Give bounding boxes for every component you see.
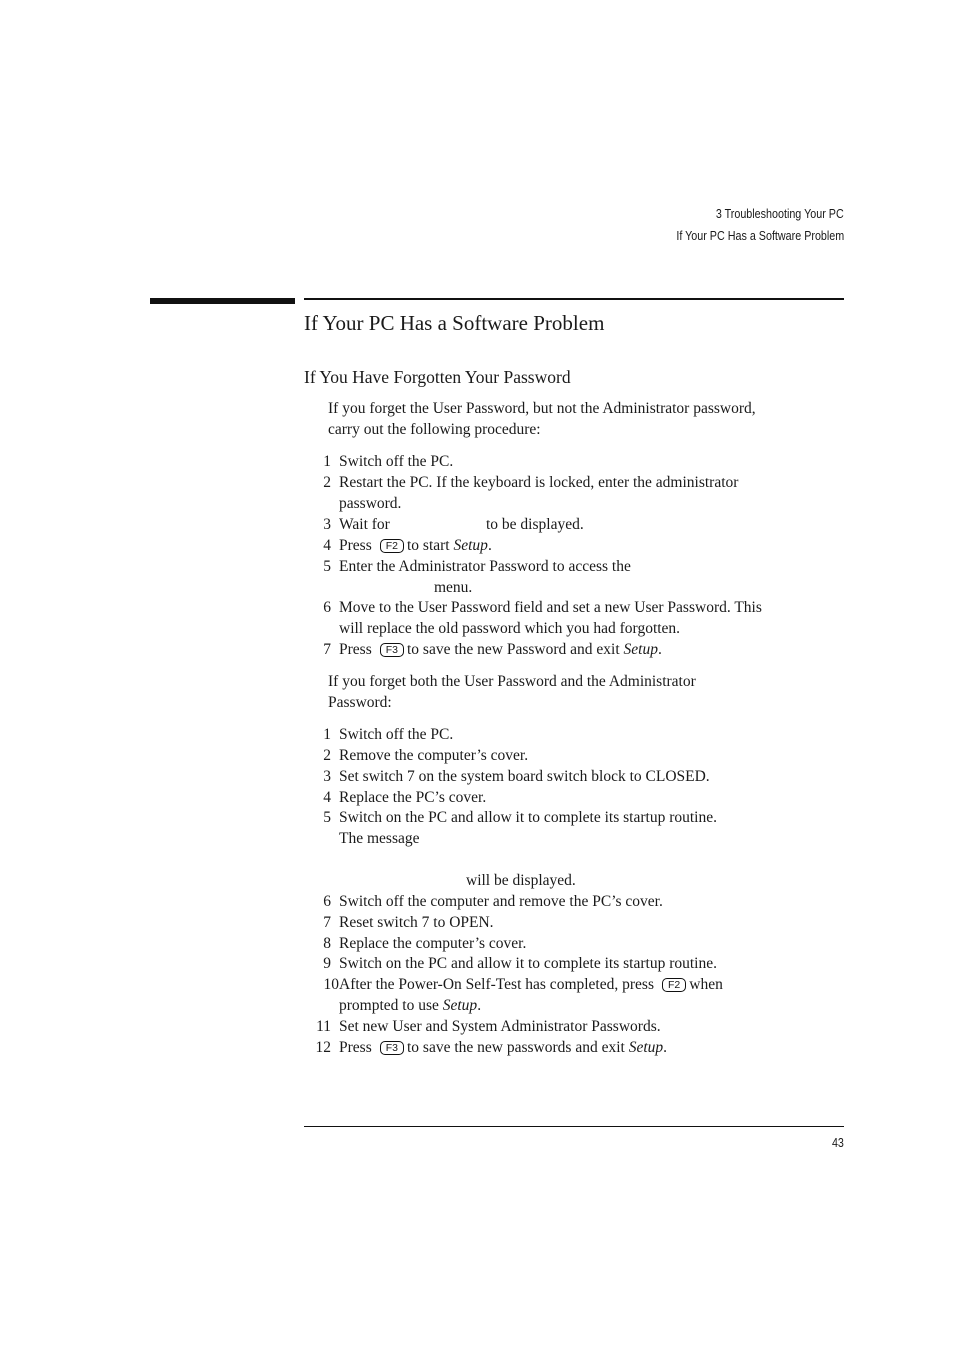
intro-1-line-2: carry out the following procedure:	[328, 421, 541, 438]
f3-key-icon: F3	[380, 1041, 404, 1055]
step-text: Switch on the PC and allow it to complete its startup routine.	[339, 955, 717, 972]
footer-rule	[304, 1126, 844, 1127]
step-number: 2	[323, 747, 331, 764]
step-text-after: to save the new passwords and exit	[407, 1039, 625, 1056]
step-text: Switch off the PC.	[339, 453, 454, 470]
f2-key-icon: F2	[380, 539, 404, 553]
step-text: Switch off the PC.	[339, 726, 454, 743]
page-title: If Your PC Has a Software Problem	[304, 311, 605, 335]
step-text: Enter the Administrator Password to access the	[339, 558, 631, 575]
section-rule-thick	[150, 298, 295, 304]
step-text: Replace the PC’s cover.	[339, 789, 487, 806]
step-text	[339, 1037, 667, 1058]
step-text: Remove the computer’s cover.	[339, 747, 529, 764]
f2-key-icon: F2	[662, 978, 686, 992]
step-text: Wait for	[339, 516, 390, 533]
page-number: 43	[832, 1136, 844, 1150]
step-number: 4	[323, 789, 331, 806]
step-number: 6	[323, 893, 331, 910]
step-text: Restart the PC. If the keyboard is locked, enter the administrator	[339, 474, 739, 491]
step-number: 7	[323, 641, 331, 658]
step-number: 9	[323, 955, 331, 972]
period: .	[657, 641, 662, 658]
step-continuation	[339, 995, 481, 1016]
intro-paragraph-2	[328, 671, 848, 713]
step-text: Move to the User Password field and set a new User Password. This	[339, 599, 762, 616]
step-number: 10	[323, 976, 339, 993]
step-continuation: The message	[339, 830, 420, 847]
step-text: Set new User and System Administrator Passwords.	[339, 1018, 661, 1035]
setup-term: Setup	[628, 1039, 664, 1056]
setup-term: Setup	[442, 997, 478, 1014]
step-text-after: to save the new Password and exit	[407, 641, 620, 658]
running-header-section: If Your PC Has a Software Problem	[676, 229, 844, 243]
step-text	[339, 639, 662, 660]
step-number: 3	[323, 516, 331, 533]
step-number: 11	[316, 1018, 331, 1035]
step-continuation: will replace the old password which you had forgotten.	[339, 620, 681, 637]
step-text: Switch on the PC and allow it to complete its startup routine.	[339, 809, 717, 826]
intro-2-line-2: Password:	[328, 694, 392, 711]
step-text: Switch off the computer and remove the PC’s cover.	[339, 893, 663, 910]
period: .	[663, 1039, 667, 1056]
f3-key-icon: F3	[380, 643, 404, 657]
step-text-after: when	[689, 976, 723, 993]
step-text-after: to start	[407, 537, 450, 554]
step-continuation: password.	[339, 495, 402, 512]
step-number: 5	[323, 809, 331, 826]
step-number: 4	[323, 537, 331, 554]
section-rule-thin	[304, 298, 844, 300]
press-label: Press	[339, 1039, 372, 1056]
step-number: 2	[323, 474, 331, 491]
step-continuation: menu.	[434, 579, 473, 596]
step-number: 5	[323, 558, 331, 575]
period: .	[487, 537, 492, 554]
step-text-end: to be displayed.	[486, 516, 584, 533]
step-number: 7	[323, 914, 331, 931]
setup-term: Setup	[453, 537, 488, 554]
step-number: 12	[315, 1039, 331, 1056]
step-number: 1	[323, 726, 331, 743]
step-number: 1	[323, 453, 331, 470]
step-number: 6	[323, 599, 331, 616]
step-text: Replace the computer’s cover.	[339, 935, 527, 952]
step-continuation: will be displayed.	[466, 872, 576, 889]
setup-term: Setup	[623, 641, 658, 658]
continuation-text: prompted to use	[339, 997, 439, 1014]
step-text	[339, 974, 723, 995]
subsection-title: If You Have Forgotten Your Password	[304, 367, 571, 387]
intro-1-line-1: If you forget the User Password, but not the Administrator password,	[328, 400, 756, 417]
step-text: Set switch 7 on the system board switch block to CLOSED.	[339, 768, 710, 785]
running-header-chapter: 3 Troubleshooting Your PC	[716, 207, 844, 221]
step-number: 8	[323, 935, 331, 952]
press-label: Press	[339, 641, 372, 658]
intro-2-line-1: If you forget both the User Password and the Administrator	[328, 673, 696, 690]
step-text-main: After the Power-On Self-Test has completed, press	[339, 976, 654, 993]
step-text: Reset switch 7 to OPEN.	[339, 914, 494, 931]
step-number: 3	[323, 768, 331, 785]
period: .	[477, 997, 482, 1014]
step-text	[339, 535, 492, 556]
press-label: Press	[339, 537, 372, 554]
intro-paragraph-1	[328, 398, 848, 440]
